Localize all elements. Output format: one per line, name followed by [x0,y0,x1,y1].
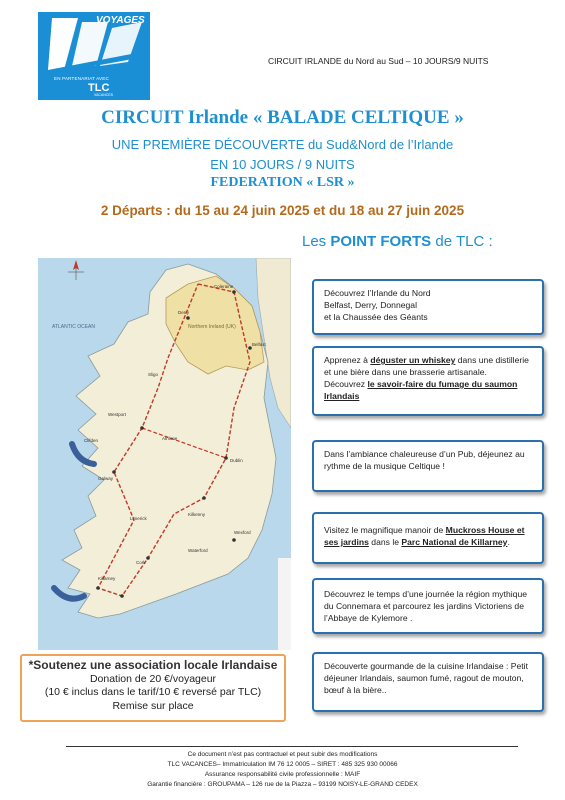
feature-pub [312,440,544,492]
subtitle-2: EN 10 JOURS / 9 NUITS [210,157,355,172]
map-ocean-label: ATLANTIC OCEAN [52,324,95,330]
page-title: CIRCUIT Irlande « BALADE CELTIQUE » [101,107,464,128]
map-place: Derry [178,310,189,315]
feature-text: Visitez le magnifique manoir de [324,525,446,535]
header-reference: CIRCUIT IRLANDE du Nord au Sud – 10 JOURS/9 NUITS [268,56,489,66]
feature-bold: le savoir-faire du fumage du saumon Irlandais [324,379,518,401]
points-bold: POINT FORTS [330,233,432,250]
arrow-icon [72,444,94,464]
subtitle-1: UNE PREMIÈRE DÉCOUVERTE du Sud&Nord de l’Irlande [111,137,454,152]
feature-muckross [312,512,544,564]
footer-divider [66,746,518,747]
points-suffix: de TLC : [431,233,493,250]
map-place: Athlone [162,436,178,441]
map-place: Killarney [98,576,116,581]
association-line-2: (10 € inclus dans le tarif/10 € reversé par TLC) [44,686,262,698]
feature-connemara [312,578,544,634]
association-title: *Soutenez une association locale Irlandaise [28,658,278,672]
compass-icon [68,260,84,280]
feature-north [312,279,544,335]
map-place: Kilkenny [188,512,206,517]
footer-line-4: Garantie financière : GROUPAMA – 126 rue de la Piazza – 93199 NOISY-LE-GRAND CEDEX [147,781,418,788]
points-forts-heading [302,233,493,250]
feature-text: Découverte gourmande de la cuisine Irlandaise : Petit déjeuner Irlandais, saumon fumé, ragout de mouton, bœuf à la bière.. [324,661,528,695]
logo-tlc: TLC [88,82,110,94]
feature-text: Apprenez à [324,355,371,365]
feature-text: Découvrez [324,379,368,389]
subtitle-3: FEDERATION « LSR » [210,175,355,190]
logo-partner: EN PARTENARIAT AVEC [54,76,109,81]
association-line-3: Remise sur place [112,699,194,712]
feature-text: Découvrez le temps d’une journée la région mythique du Connemara et parcourez les jardins Victoriens de l’Abbaye de Kylemore . [324,589,528,623]
feature-whiskey [312,346,544,416]
association-box [20,654,286,722]
feature-text: Dans l’ambiance chaleureuse d’un Pub, déjeunez au rythme de la musique Celtique ! [324,449,525,471]
map-place: Coleraine [214,284,234,289]
feature-line: Belfast, Derry, Donnegal [324,300,417,310]
map-place: Limerick [130,516,147,521]
feature-bold: Parc National de Killarney [401,537,508,547]
feature-text: dans le [368,537,402,547]
footer-line-2: TLC VACANCES– Immatriculation IM 76 12 0005 – SIRET : 485 325 930 00066 [167,761,398,768]
map-place: Dublin [230,458,243,463]
footer-line-3: Assurance responsabilité civile professionnelle : MAIF [204,771,361,778]
map-place: Galway [98,476,114,481]
map-place: Belfast [252,342,266,347]
map-place: Waterford [188,548,208,553]
logo-brand: VOYAGES [96,15,145,26]
feature-line: et la Chaussée des Géants [324,312,428,322]
feature-cuisine [312,652,544,712]
footer-line-1: Ce document n’est pas contractuel et peut subir des modifications [187,751,378,758]
feature-line: Découvrez l’Irlande du Nord [324,288,431,298]
map-ni-label: Northern Ireland (UK) [188,324,236,330]
feature-text: . [507,537,510,547]
feature-bold: déguster un whiskey [370,355,456,365]
feature-bold: Muckross House et ses jardins [324,525,525,547]
departure-dates: 2 Départs : du 15 au 24 juin 2025 et du 18 au 27 juin 2025 [100,203,465,218]
logo-tlc-sub: VACANCES [94,93,113,97]
ireland-route-map [38,258,291,650]
map-place: Westport [108,412,126,417]
map-place: Cork [136,560,146,565]
map-place: Wexford [234,530,251,535]
points-prefix: Les [302,233,331,250]
map-place: Sligo [148,372,159,377]
association-line-1: Donation de 20 €/voyageur [89,672,217,685]
tlc-logo [38,12,150,100]
feature-text: dans une distillerie et une bière dans une brasserie artisanale. [324,355,529,377]
map-place: Clifden [84,438,99,443]
